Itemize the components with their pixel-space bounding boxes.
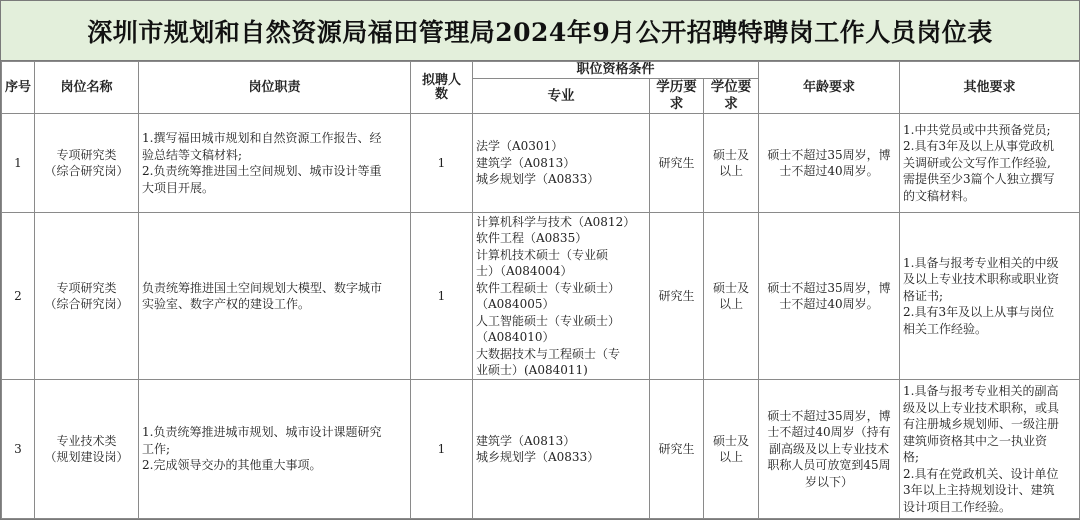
duties-line: 负责统筹推进国土空间规划大模型、数字城市: [142, 280, 383, 295]
duties-line: 1.负责统筹推进城市规划、城市设计课题研究: [142, 425, 382, 440]
major-line: 城乡规划学（A0833）: [476, 450, 600, 464]
cell-other: [900, 114, 1080, 213]
position-line: （综合研究岗）: [44, 164, 129, 178]
header-age: 年龄要求: [759, 62, 900, 114]
other-line: 1.具备与报考专业相关的中级: [903, 255, 1059, 270]
age-line: 士不超过40周岁。: [779, 164, 879, 178]
positions-table: [1, 61, 1080, 519]
major-line: 大数据技术与工程硕士（专: [476, 346, 621, 361]
degree-line: 以上: [719, 297, 744, 311]
duties-line: 验总结等文稿材料;: [142, 147, 243, 162]
other-line: 及以上专业技术职称或职业资: [903, 272, 1060, 287]
cell-seq: 3: [2, 380, 35, 519]
major-line: 计算机科学与技术（A0812）: [476, 214, 636, 229]
cell-duties: [139, 114, 411, 213]
age-line: 职称人员可放宽到45周: [767, 458, 891, 473]
major-line: 士）（A084004）: [476, 264, 573, 278]
header-duties: 岗位职责: [139, 62, 411, 114]
table-row: [2, 213, 1080, 380]
other-line: 2.具有在党政机关、设计单位: [903, 466, 1059, 481]
major-line: 业硕士）(A084011): [476, 363, 588, 377]
cell-degree: [704, 213, 759, 380]
major-line: 计算机技术硕士（专业硕: [476, 247, 609, 262]
cell-other: [900, 213, 1080, 380]
position-line: 专项研究类: [56, 280, 117, 295]
cell-position: [35, 213, 139, 380]
other-line: 格;: [903, 450, 920, 464]
other-line: 关调研或公文写作工作经验,: [903, 155, 1051, 170]
cell-degree: [704, 114, 759, 213]
degree-line: 以上: [719, 450, 744, 464]
degree-line: 以上: [719, 164, 744, 178]
cell-age: [759, 213, 900, 380]
cell-position: [35, 114, 139, 213]
header-education: 学历要求: [650, 79, 704, 114]
cell-age: [759, 380, 900, 519]
other-line: 1.中共党员或中共预备党员;: [903, 122, 1051, 137]
header-count: 拟聘人数: [411, 62, 473, 114]
degree-line: 硕士及: [713, 433, 750, 448]
other-line: 设计项目工作经验。: [903, 499, 1012, 514]
age-line: 士不超过40周岁。: [779, 297, 879, 311]
age-line: 岁以下）: [805, 474, 854, 489]
age-line: 硕士不超过35周岁，博: [767, 280, 891, 295]
major-line: 建筑学（A0813）: [476, 433, 576, 448]
cell-count: 1: [411, 213, 473, 380]
major-line: 城乡规划学（A0833）: [476, 172, 600, 187]
age-line: 硕士不超过35周岁，博: [767, 408, 891, 423]
position-line: （规划建设岗）: [44, 450, 129, 464]
position-line: （综合研究岗）: [44, 297, 129, 311]
duties-line: 实验室、数字产权的建设工作。: [142, 297, 311, 311]
degree-line: 硕士及: [713, 147, 750, 162]
duties-line: 2.完成领导交办的其他重大事项。: [142, 458, 322, 473]
age-line: 硕士不超过35周岁，博: [767, 147, 891, 162]
other-line: 2.具有3年及以上从事与岗位: [903, 305, 1055, 320]
major-line: 人工智能硕士（专业硕士）: [476, 313, 621, 328]
major-line: （A084010）: [476, 330, 555, 344]
cell-position: [35, 380, 139, 519]
cell-major: [473, 114, 650, 213]
cell-duties: [139, 380, 411, 519]
cell-seq: 1: [2, 114, 35, 213]
cell-education: 研究生: [650, 114, 704, 213]
table-title: 深圳市规划和自然资源局福田管理局2024年9月公开招聘特聘岗工作人员岗位表: [1, 1, 1079, 61]
cell-seq: 2: [2, 213, 35, 380]
other-line: 需提供至少3篇个人独立撰写: [903, 172, 1055, 187]
header-degree: 学位要求: [704, 79, 759, 114]
other-line: 格证书;: [903, 288, 944, 303]
major-line: （A084005）: [476, 297, 555, 311]
degree-line: 硕士及: [713, 280, 750, 295]
duties-line: 工作;: [142, 441, 171, 456]
header-other: 其他要求: [900, 62, 1080, 114]
header-position: 岗位名称: [35, 62, 139, 114]
position-line: 专业技术类: [56, 433, 117, 448]
cell-other: [900, 380, 1080, 519]
other-line: 建筑师资格其中之一执业资: [903, 433, 1048, 448]
cell-count: 1: [411, 114, 473, 213]
header-row-1: [2, 62, 1080, 79]
other-line: 3年以上主持规划设计、建筑: [903, 483, 1055, 497]
duties-line: 大项目开展。: [142, 180, 215, 195]
table-row: [2, 114, 1080, 213]
cell-education: 研究生: [650, 213, 704, 380]
duties-line: 1.撰写福田城市规划和自然资源工作报告、经: [142, 131, 382, 145]
position-line: 专项研究类: [56, 147, 117, 162]
other-line: 级及以上专业技术职称，或具: [903, 400, 1060, 415]
header-major: 专业: [473, 79, 650, 114]
major-line: 法学（A0301）: [476, 139, 564, 154]
cell-degree: [704, 380, 759, 519]
other-line: 2.具有3年及以上从事党政机: [903, 139, 1055, 154]
cell-count: 1: [411, 380, 473, 519]
major-line: 软件工程（A0835）: [476, 231, 588, 245]
other-line: 相关工作经验。: [903, 321, 988, 336]
major-line: 建筑学（A0813）: [476, 155, 576, 170]
other-line: 的文稿材料。: [903, 188, 976, 203]
major-line: 软件工程硕士（专业硕士）: [476, 280, 621, 295]
age-line: 副高级及以上专业技术: [769, 441, 890, 456]
other-line: 1.具备与报考专业相关的副高: [903, 384, 1059, 398]
cell-major: [473, 380, 650, 519]
cell-major: [473, 213, 650, 380]
cell-education: 研究生: [650, 380, 704, 519]
age-line: 士不超过40周岁（持有: [767, 425, 891, 440]
duties-line: 2.负责统筹推进国土空间规划、城市设计等重: [142, 164, 382, 178]
other-line: 有注册城乡规划师、一级注册: [903, 417, 1060, 431]
cell-age: [759, 114, 900, 213]
cell-duties: [139, 213, 411, 380]
table-row: [2, 380, 1080, 519]
header-seq: 序号: [2, 62, 35, 114]
header-qualifications: 职位资格条件: [473, 62, 759, 79]
